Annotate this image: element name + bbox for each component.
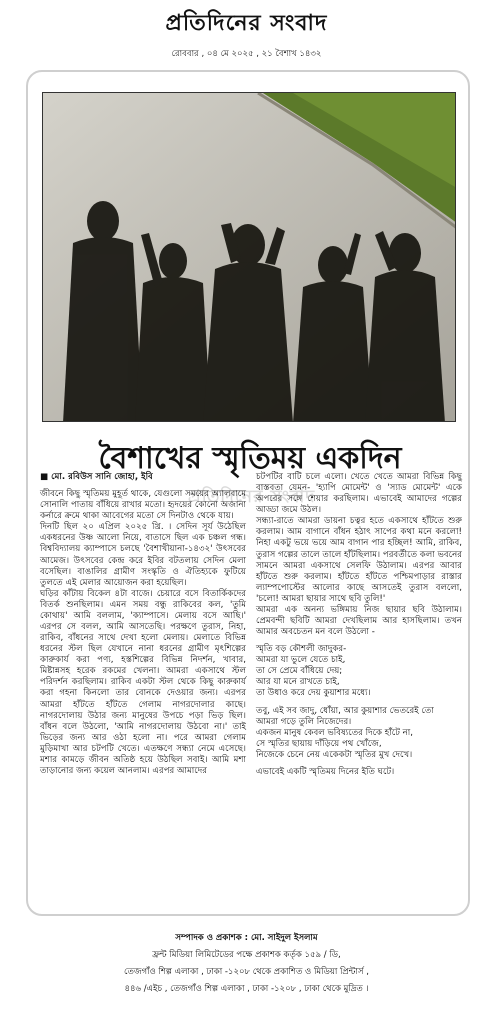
date-line: রোববার , ০৪ মে ২০২৫ , ২১ বৈশাখ ১৪৩২ [171,49,322,59]
imprint-line: ৪৪৬ /এইচ , তেজগাঁও শিল্প এলাকা , ঢাকা -১২০৮ , ঢাকা থেকে মুদ্রিত । [124,984,369,994]
article-card [26,70,470,916]
editor-line: সম্পাদক ও প্রকাশক : মো. সাইদুল ইসলাম [175,933,318,943]
paragraph: সন্ধ্যা-রাতে আমরা ডায়না চত্বর হতে একসাথে হাঁটতে শুরু করলাম। আম বাগানে বাঁধন হঠাৎ সাপের কথা মনে করলো! নিহা একটু ভয়ে ভয়ে আম বাগান পার হচ্ছিল! আমি, রাকিব, তুরাস গল্পের তালে তালে হাঁটছিলাম। পরবর্তীতে কলা ভবনের সামনে আমরা একসাথে সেলফি উঠালাম। এরপর আবার হাঁটতে শুরু করলাম। হাঁটতে হাঁটতে পশ্চিমপাড়ার রাস্তার ল্যাম্পপোস্টের আলোর কাছে আসতেই তুরাস বললো, 'চলো! আমরা ছায়ার সাথে ছবি তুলি!' [256,516,462,604]
paragraph: আমরা এক অনন্য ভঙ্গিমায় নিজ ছায়ার ছবি উঠালাম। প্রেমবন্দী ছবিটি আমরা দেখছিলাম আর হাসছিলাম। তখন আমার অবচেতন মন বলে উঠলো - [256,604,462,638]
paragraph: দিনটি ছিল ২০ এপ্রিল ২০২৫ খ্রি. । সেদিন সূর্য উঠেছিল একধরনের উষ্ণ আলো নিয়ে, বাতাসে ছিল এক চঞ্চল গন্ধ। বিশ্ববিদ্যালয় ক্যাম্পাসে চলছে 'বৈশাখীয়ানা-১৪৩২' উৎসবের আমেজ। উৎসবের কেন্দ্র করে ইবির বটতলায় সেদিন মেলা বসেছিল। বাঙালির গ্রামীণ সংস্কৃতি ও ঐতিহ্যকে ফুটিয়ে তুলতে এই মেলার আয়োজন করা হয়েছিল। [40,522,246,588]
paragraph: চটপটির বাটি চলে এলো। খেতে খেতে আমরা বিভিন্ন কিছু বাস্তবতা যেমন- 'হ্যাপি মোমেন্ট' ও 'স্যাড মোমেন্ট' একে অপরের সঙ্গে শেয়ার করছিলাম। এভাবেই আমাদের গল্পের আড্ডা জমে উঠল। [256,472,462,516]
poem-stanza: স্মৃতি বড় কৌশলী জাদুকর- আমরা যা ভুলে যেতে চাই, তা সে প্রেমে বাঁধিয়ে দেয়; আর যা মনে রাখতে চাই, তা উধাও করে দেয় কুয়াশার মধ্যে। [256,644,371,699]
left-column [40,472,246,777]
masthead [0,6,493,61]
paragraph: ঘড়ির কাঁটায় বিকেল ৪টা বাজে। চেয়ারে বসে বিতার্কিকদের বিতর্ক শুনছিলাম। এমন সময় বন্ধু রাকিবের কল, 'তুমি কোথায়' আমি বললাম, 'ক্যাম্পাসে। মেলায় বসে আছি।' এরপর সে বলল, আমি আসতেছি। পরক্ষণে তুরাস, নিহা, রাকিব, বাঁধনের সাথে দেখা হলো মেলায়। মেলাতে বিভিন্ন ধরনের স্টল ছিল যেখানে নানা ধরনের গ্রামীণ মৃৎশিল্পের কারুকার্য করা পণ্য, হস্তশিল্পের বিভিন্ন নিদর্শন, খাবার, মিষ্টান্নসহ হরেক রকমের খেলনা। আমরা একসাথে স্টল পরিদর্শন করছিলাম। রাকিব একটা স্টল থেকে কিছু কারুকার্য করা গহনা কিনলো তার বোনকে দেওয়ার জন্য। এরপর আমরা হাঁটতে হাঁটতে গেলাম নাগরদোলার কাছে। নাগরদোলায় উঠার জন্য মানুষের উপচে পড়া ভিড় ছিল। বাঁধন বলে উঠলো, 'আমি নাগরদোলায় উঠবো না।' তাই ভিড়ের জন্য আর ওঠা হলো না। পরে আমরা গেলাম মুড়িমাখা আর চটপটি খেতে। এতক্ষণে সন্ধ্যা নেমে এসেছে। মশার কামড়ে জীবন অতিষ্ঠ হয়ে উঠছিল সবাই। আমি মশা তাড়ানোর জন্য কয়েল আনলাম। এরপর আমাদের [40,588,246,777]
imprint-line: তেজগাঁও শিল্প এলাকা , ঢাকা -১২০৮ থেকে প্রকাশিত ও মিডিয়া প্রিন্টার্স , [124,967,369,977]
right-column [256,472,462,778]
imprint-line: ফ্রন্ট মিডিয়া লিমিটেডের পক্ষে প্রকাশক কর্তৃক ১৫৯ / ডি, [152,950,341,960]
imprint-footer [0,930,493,998]
shadow-photo [42,92,456,422]
poem-stanza: তবু, এই সব জাদু, ধোঁয়া, আর কুয়াশার ভেতরেই তো আমরা গড়ে তুলি নিজেদের। একজন মানুষ কেবল ভবিষ্যতের দিকে হাঁটে না, সে স্মৃতির ছায়ায় দাঁড়িয়ে পথ খোঁজে, নিজেকে চেনে নেয় একেকটা স্মৃতির মুখ দেখে। [256,705,434,760]
closing-line: এভাবেই একটি স্মৃতিময় দিনের ইতি ঘটে। [256,766,395,777]
shadow-photo-image [43,93,456,422]
paragraph: জীবনে কিছু স্মৃতিময় মুহূর্ত থাকে, যেগুলো সময়ের অ্যালবামে সোনালি পাতায় বাঁধিয়ে রাখার মতো। হৃদয়ের কোনো অজানা কর্নারে ক্রমে থাকা আবেগের মতো সে দিনটাও থেকে যায়। [40,489,246,522]
article-headline: বৈশাখের স্মৃতিময় একদিন [98,441,402,476]
newspaper-name: প্রতিদিনের সংবাদ [165,10,328,36]
byline: ■ মো. রবিউস সানি জোহা, ইবি [40,472,153,482]
watermark-logo: প্রতিদিনের সংবাদ [188,487,316,507]
